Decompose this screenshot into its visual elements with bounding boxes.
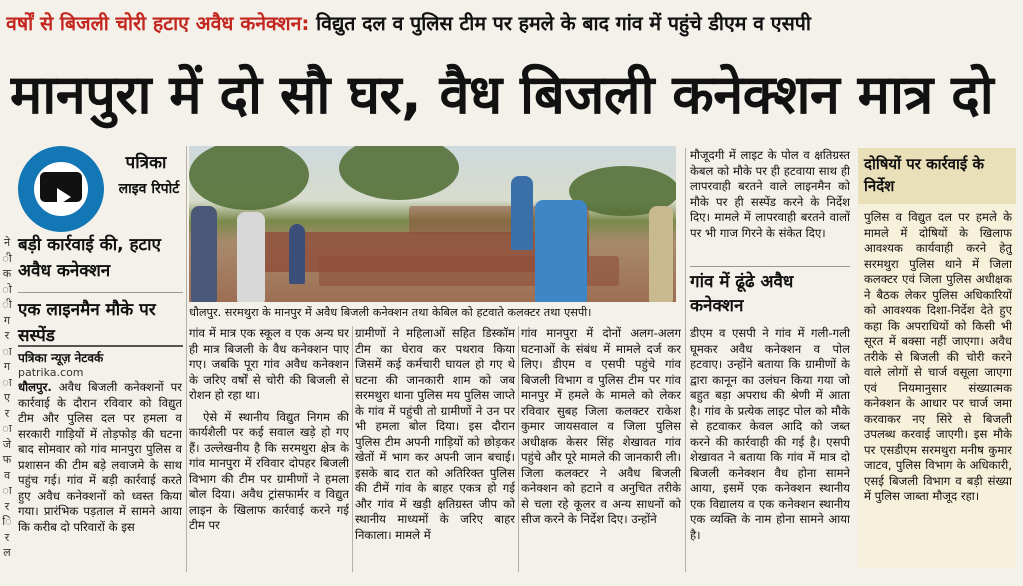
live-report-badge[interactable] [18,146,183,228]
column-4-text: गांव मानपुरा में दोनों अलग-अलग घटनाओं के संबंध में मामले दर्ज कर लिए। डीएम व एसपी पहुंचे गांव बिजली विभाग व पुलिस टीम पर गांव मानपुर में हमले के मामले को लेकर रविवार सुबह जिला कलक्टर राकेश कुमार जायसवाल व जिला पुलिस अधीक्षक केसर सिंह शेखावत गांव पहुंचे और पूरे मामले की जानकारी ली। जिला कलक्टर ने अवैध बिजली कनेक्शन को हटाने व अनुचित तरीके से चला रहे कूलर व अन्य साधनों को सीज करने के निर्देश दिए। उन्होंने [521,326,681,526]
column-5-bottom-text: डीएम व एसपी ने गांव में गली-गली घूमकर अवैध कनेक्शन व पोल हटवाए। उन्होंने बताया कि ग्रामीणों के द्वारा कानून का उलंघन किया गया जो बहुत बड़ा अपराध की श्रेणी में आता है। गांव के प्रत्येक लाइट पोल को मौके से हटवाकर केवल आदि को जब्त करने की कार्रवाही की गई है। एसपी शेखावत ने बताया कि गांव में मात्र दो बिजली कनेक्शन वैध होना सामने आया, इसमें एक कनेक्शन स्थानीय एक विद्यालय व एक कनेक्शन स्थानीय एक व्यक्ति के नाम होना सामने आया है। [690,326,850,542]
photo-caption: धौलपुर. सरमथुरा के मानपुर में अवैध बिजली कनेक्शन तथा केबिल को हटवाते कलक्टर तथा एसपी। [189,306,592,319]
edge-char: ी [2,298,12,311]
article-column-5-bottom [690,326,850,572]
column-2-para-2: ऐसे में स्थानीय विद्युत निगम की कार्यशैली पर कई सवाल खड़े हो गए हैं। उल्लेखनीय है कि सरमथुरा क्षेत्र के गांव मानपुरा में रविवार दोपहर बिजली विभाग की टीम पर ग्रामीणों ने हमला बोल दिया। अवैध ट्रांसफार्मर व विद्युत लाइन के खिलाफ कार्रवाई करने गई टीम पर [189,409,349,532]
edge-char: ग [3,360,11,373]
article-column-5-top [690,148,850,264]
edge-char: र [4,406,10,420]
edge-char: ा [2,422,12,435]
edge-char: ी [2,251,12,265]
byline: पत्रिका न्यूज़ नेटवर्क [18,351,104,365]
edge-char: ा [2,344,12,358]
news-photo [189,146,676,302]
article-column-2 [189,326,349,572]
edge-char: ा [2,375,12,389]
column-3-text: ग्रामीणों ने महिलाओं सहित डिस्कॉम टीम का घेराव कर पथराव किया जिसमें कई कर्मचारी घायल हो गए थे घटना की जानकारी शाम को जब सरमथुरा थाना पुलिस मय पुलिस जाप्ते के गांव में पहुंची तो ग्रामीणों ने उन पर भी हमला बोल दिया। इस दौरान पुलिस टीम अपनी गाड़ियों को छोड़कर खेतों में भाग कर अपनी जान बचाई। इसके बाद रात को अतिरिक्त पुलिस की टीमें गांव के बाहर एकत्र हो गई और गांव में खड़ी क्षतिग्रस्त जीप को स्थानीय माध्यमों के जरिए बाहर निकाला। मामले में [355,326,515,542]
edge-char: जे [2,437,12,451]
play-video-icon[interactable] [18,146,104,232]
edge-char: ि [2,515,12,528]
edge-char: र [4,530,10,544]
edge-char: ो [2,282,12,296]
byline-divider [18,345,183,347]
edge-char: र [4,329,10,342]
edge-char: ने [3,236,11,249]
column-rule [685,148,686,572]
kicker-black: विद्युत दल व पुलिस टीम पर हमले के बाद गांव में पहुंचे डीएम व एसपी [316,12,811,35]
column-rule [518,326,519,572]
kicker-red: वर्षों से बिजली चोरी हटाए अवैध कनेक्शन: [6,12,310,35]
video-label: लाइव रिपोर्ट [118,181,180,197]
column-1-text: अवैध बिजली कनेक्शनों पर कार्रवाई के दौरान रविवार को विद्युत टीम और पुलिस दल पर हमला व सरकारी गाड़ियों में तोड़फोड़ की घटना बाद सोमवार को गांव मानपुरा पुलिस व प्रशासन की टीम बड़े लवाजमे के साथ पहुंच गई। गांव में बड़ी कार्रवाई करते हुए अवैध कनेक्शनों को ध्वस्त किया गया। प्रारंभिक पड़ताल में सामने आया कि करीब दो परिवारों के इस [18,380,182,534]
byline-site: patrika.com [18,366,84,379]
sidebar-heading: दोषियों पर कार्रवाई के निर्देश [858,148,1016,204]
sidebar-box [858,148,1016,568]
column-rule [352,326,353,572]
edge-char: क [2,267,12,280]
edge-char: ा [2,484,12,497]
edge-char: ग [3,313,11,327]
column-rule [186,146,187,572]
column-2-para-1: गांव में मात्र एक स्कूल व एक अन्य घर ही मात्र बिजली के वैध कनेक्शन पाए गए। जबकि पूरा गांव अवैध कनेक्शन के जरिए वर्षों से चोरी की बिजली से रोशन हो रहा था। [189,326,349,402]
video-tag: पत्रिका [125,153,167,173]
edge-char: ए [3,391,11,404]
subheading-action: बड़ी कार्रवाई की, हटाए अवैध कनेक्शन [18,235,161,281]
edge-char: व [3,468,11,482]
left-edge-column [0,235,14,565]
dateline: धौलपुर. [18,380,52,394]
edge-char: र [4,499,10,513]
column-5-top-text: मौजूदगी में लाइट के पोल व क्षतिग्रस्त केबल को मौके पर ही हटवाया साथ ही लापरवाही बरतने वाले लाइनमैन को मौके पर ही सस्पेंड करने के निर्देश दिए। मामले में लापरवाही बरतने वालों पर भी गाज गिरने के संकेत दिए। [690,148,850,240]
headline: मानपुरा में दो सौ घर, वैध बिजली कनेक्शन मात्र दो [10,63,994,126]
article-column-4 [521,326,681,572]
edge-char: फ [2,453,12,466]
article-column-3 [355,326,515,572]
subheading-village: गांव में ढूंढे अवैध कनेक्शन [690,266,850,318]
edge-char: ल [3,546,11,559]
article-column-1 [18,380,182,572]
subheading-suspend: एक लाइनमैन मौके पर सस्पेंड [18,292,183,349]
kicker-line [6,4,1018,44]
sidebar-text: पुलिस व विद्युत दल पर हमले के मामले में दोषियों के खिलाफ आवश्यक कार्यवाही करने हेतु सरमथुरा पुलिस थाने में जिला कलक्टर एवं जिला पुलिस अधीक्षक ने बैठक लेकर पुलिस अधिकारियों को आवश्यक दिशा-निर्देश देते हुए कहा कि अपराधियों को किसी भी सूरत में बक्सा नहीं जाएगा। अवैध तरीके से बिजली की चोरी करने वाले लोगों से चार्ज वसूला जाएगा एवं नियमानुसार संख्यात्मक कनेक्शन के आधार पर चार्ज जमा करवाकर नए सिरे से बिजली उपलब्ध करवाई जाएगी। इस मौके पर एसडीएम सरमथुरा मनीष कुमार जाटव, पुलिस विभाग के अधिकारी, एसई बिजली विभाग व बड़ी संख्या में पुलिस जाब्ता मौजूद रहा। [864,210,1012,503]
